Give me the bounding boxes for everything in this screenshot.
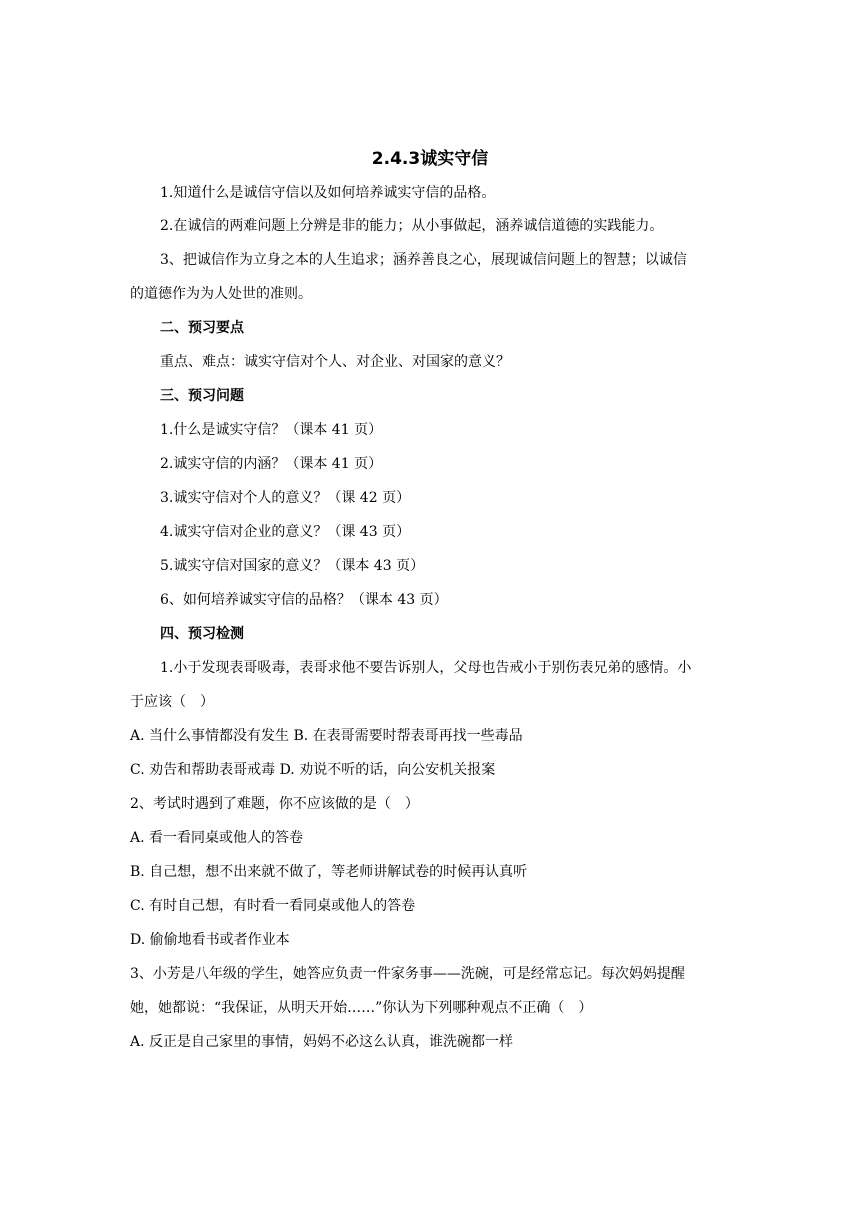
objective-2: 2.在诚信的两难问题上分辨是非的能力；从小事做起，涵养诚信道德的实践能力。: [160, 218, 664, 234]
preview-question: 4.诚实守信对企业的意义？（课 43 页）: [160, 524, 411, 540]
preview-question: 6、如何培养诚实守信的品格？（课本 43 页）: [160, 592, 448, 608]
question-1-text: 1.小于发现表哥吸毒，表哥求他不要告诉别人，父母也告戒小于别伤表兄弟的感情。小: [160, 660, 692, 676]
preview-question: 5.诚实守信对国家的意义？（课本 43 页）: [160, 558, 425, 574]
page-title: 2.4.3诚实守信: [371, 149, 489, 169]
objective-3: 3、把诚信作为立身之本的人生追求；涵养善良之心，展现诚信问题上的智慧；以诚信: [160, 252, 687, 268]
question-2-option-d: D. 偷偷地看书或者作业本: [130, 932, 290, 948]
question-1-options-cd: C. 劝告和帮助表哥戒毒 D. 劝说不听的话，向公安机关报案: [130, 762, 496, 778]
question-2-option-c: C. 有时自己想，有时看一看同桌或他人的答卷: [130, 898, 416, 914]
preview-question: 3.诚实守信对个人的意义？（课 42 页）: [160, 490, 411, 506]
preview-question: 2.诚实守信的内涵？（课本 41 页）: [160, 456, 383, 472]
question-3-option-a: A. 反正是自己家里的事情，妈妈不必这么认真，谁洗碗都一样: [130, 1034, 514, 1050]
question-1-text-cont: 于应该（ ）: [130, 694, 214, 710]
question-3-text-cont: 她，她都说：“我保证，从明天开始……”你认为下列哪种观点不正确（ ）: [130, 1000, 593, 1016]
question-2-option-a: A. 看一看同桌或他人的答卷: [130, 830, 304, 846]
section-heading-preview-test: 四、预习检测: [160, 626, 244, 642]
question-1-options-ab: A. 当什么事情都没有发生 B. 在表哥需要时帮表哥再找一些毒品: [130, 728, 523, 744]
objective-1: 1.知道什么是诚信守信以及如何培养诚实守信的品格。: [160, 185, 496, 201]
question-2-option-b: B. 自己想，想不出来就不做了，等老师讲解试卷的时候再认真听: [130, 864, 528, 880]
section-heading-preview-points: 二、预习要点: [160, 320, 244, 336]
objective-3-cont: 的道德作为为人处世的准则。: [130, 286, 312, 302]
key-points-text: 重点、难点：诚实守信对个人、对企业、对国家的意义？: [160, 354, 510, 370]
section-heading-preview-questions: 三、预习问题: [160, 388, 244, 404]
question-2-text: 2、考试时遇到了难题，你不应该做的是（ ）: [130, 796, 419, 812]
question-3-text: 3、小芳是八年级的学生，她答应负责一件家务事——洗碗，可是经常忘记。每次妈妈提醒: [130, 966, 685, 982]
preview-question: 1.什么是诚实守信？（课本 41 页）: [160, 422, 383, 438]
